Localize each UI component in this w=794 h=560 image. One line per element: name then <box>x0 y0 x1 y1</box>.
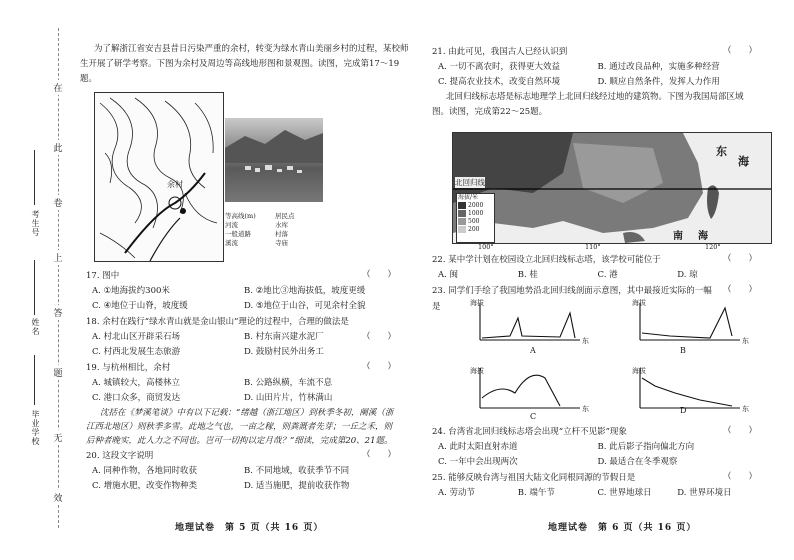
sea-label: 东 <box>716 145 727 158</box>
axis-label: 海拔 <box>632 367 646 375</box>
sea-label: 海 <box>698 231 708 242</box>
option: B. 此后影子指向偏北方向 <box>597 442 695 452</box>
axis-label: 东 <box>582 337 589 345</box>
question-stem: 17. 图中 <box>86 271 120 281</box>
sea-label: 海 <box>738 155 749 168</box>
question-stem: 21. 由此可见，我国古人已经认识到 <box>432 47 568 57</box>
option: C. 增施水肥，改变作物种类 <box>92 481 198 491</box>
legend-swatch <box>458 202 466 209</box>
question-stem: 24. 台湾省北回归线标志塔会出现“立杆不见影”现象 <box>432 427 627 437</box>
seal-char: 无 <box>52 430 64 445</box>
question-18 <box>86 314 396 360</box>
option: D. 世界环境日 <box>677 488 732 498</box>
left-page-footer: 地理试卷 第 5 页（共 16 页） <box>175 523 324 533</box>
question-19 <box>86 360 396 406</box>
legend-value: 2000 <box>468 202 484 209</box>
seal-char: 题 <box>52 365 64 380</box>
right-column <box>432 44 757 120</box>
longitude-label: 120° <box>705 243 721 251</box>
option: C. 港 <box>597 270 618 280</box>
blank-line <box>34 150 35 205</box>
question-17 <box>86 268 396 314</box>
axis-label: 海拔 <box>470 367 484 375</box>
option: B. 端午节 <box>517 488 555 498</box>
left-questions <box>86 268 396 494</box>
map-legend <box>225 212 325 262</box>
option: D. 适当施肥，提前收获作物 <box>244 481 350 491</box>
right-page-footer: 地理试卷 第 6 页（共 16 页） <box>548 523 697 533</box>
answer-paren: （ ） <box>361 450 396 460</box>
axis-label: 海拔 <box>470 299 484 307</box>
field-name: 姓名 <box>31 318 40 336</box>
sea-label: 南 <box>673 231 683 242</box>
option: A. ①地海拔约300米 <box>92 286 170 296</box>
legend-item: 等高线(m) <box>225 212 256 220</box>
binding-strip <box>0 0 62 560</box>
legend-swatch <box>458 210 466 217</box>
right-questions-b <box>432 424 757 501</box>
question-stem: 23. 同学们手绘了我国地势沿北回归线剖面示意图，其中最接近实际的一幅是 <box>432 286 712 312</box>
axis-label: 东 <box>742 405 749 413</box>
option: B. 村东南兴建水泥厂 <box>244 332 324 342</box>
intro-passage: 为了解浙江省安吉县昔日污染严重的余村，转变为绿水青山美丽乡村的过程，某校师生开展了研学考察。下图为余村及周边等高线地形图和景观图。读图，完成第17～19题。 <box>80 44 409 84</box>
question-stem: 22. 某中学计划在校园设立北回归线标志塔，该学校可能位于 <box>432 255 661 265</box>
question-stem: 20. 这段文字说明 <box>86 451 154 461</box>
option: D. 顺应自然条件，发挥人力作用 <box>597 77 720 87</box>
option: A. 城镇较大，高楼林立 <box>92 378 181 388</box>
graph-label-d: D <box>680 406 687 415</box>
answer-paren: （ ） <box>722 254 757 264</box>
option: D. 最适合在冬季观察 <box>597 457 678 467</box>
legend-value: 500 <box>468 218 480 225</box>
longitude-label: 110° <box>585 243 601 251</box>
legend-item: 居民点 <box>275 212 295 220</box>
seal-char: 此 <box>52 140 64 155</box>
left-column <box>80 42 410 87</box>
option: A. 劳动节 <box>438 488 476 498</box>
answer-paren: （ ） <box>722 285 757 295</box>
option: D. 山田片片，竹林满山 <box>244 393 333 403</box>
question-22 <box>432 252 757 283</box>
option: D. ⑤地位于山谷，可见余村全貌 <box>244 301 366 311</box>
option: C. 一年中会出现两次 <box>438 457 518 467</box>
seal-char: 答 <box>52 305 64 320</box>
village-label: 余村 <box>167 180 183 189</box>
legend-item: 村落 <box>275 230 288 238</box>
seal-char: 在 <box>52 80 64 95</box>
fold-line <box>58 28 59 528</box>
option: B. 公路纵横，车流不息 <box>244 378 333 388</box>
question-stem: 18. 余村在践行“绿水青山就是金山银山”理论的过程中，合理的做法是 <box>86 317 349 327</box>
option: C. 提高农业技术，改变自然环境 <box>438 77 561 87</box>
seal-char: 卷 <box>52 195 64 210</box>
legend-item: 河流 <box>225 221 238 229</box>
axis-label: 东 <box>582 405 589 413</box>
answer-paren: （ ） <box>722 46 757 56</box>
answer-paren: （ ） <box>722 426 757 436</box>
graph-label-a: A <box>530 346 536 355</box>
blank-line <box>34 260 35 315</box>
option: A. 同种作物，各地同时收获 <box>92 466 198 476</box>
option: B. 通过改良品种，实施多种经营 <box>597 62 720 72</box>
option: C. 港口众多，商贸发达 <box>92 393 181 403</box>
option: D. 琼 <box>677 270 698 280</box>
question-stem: 19. 与杭州相比，余村 <box>86 363 171 373</box>
seal-char: 上 <box>52 250 64 265</box>
legend-item: 寺庙 <box>275 239 288 247</box>
option: C. 世界地球日 <box>597 488 652 498</box>
region-map <box>452 132 772 244</box>
option: A. 一切不离农时，获得更大效益 <box>438 62 561 72</box>
option: A. 闽 <box>438 270 459 280</box>
legend-item: 一般道路 <box>225 230 251 238</box>
option: D. 鼓励村民外出务工 <box>244 347 324 357</box>
option: A. 此时太阳直射赤道 <box>438 442 518 452</box>
option: C. 村西北发展生态旅游 <box>92 347 181 357</box>
legend-value: 200 <box>468 226 480 233</box>
contour-map-svg <box>95 93 223 261</box>
option: B. ②地比③地海拔低，坡度更缓 <box>244 286 366 296</box>
axis-label: 海拔 <box>632 299 646 307</box>
graph-label-c: C <box>530 412 537 421</box>
question-20 <box>86 448 396 494</box>
passage-tropic: 北回归线标志塔是标志地理学上北回归线经过地的建筑物。下图为我国局部区域图。读图，完成第22～25题。 <box>432 92 744 117</box>
legend-title: 海拔/米 <box>458 194 479 201</box>
answer-paren: （ ） <box>361 332 396 342</box>
longitude-label: 100° <box>478 243 494 251</box>
question-stem: 25. 能够反映台湾与祖国大陆文化同根同源的节假日是 <box>432 473 636 483</box>
blank-line <box>34 355 35 405</box>
answer-paren: （ ） <box>361 362 396 372</box>
answer-paren: （ ） <box>722 472 757 482</box>
option: C. ④地位于山脊，坡度缓 <box>92 301 188 311</box>
contour-map <box>94 92 224 262</box>
graph-label-b: B <box>680 346 686 355</box>
field-school: 毕业学校 <box>31 410 40 446</box>
answer-paren: （ ） <box>361 270 396 280</box>
legend-item: 水库 <box>275 221 288 229</box>
question-24 <box>432 424 757 470</box>
legend-swatch <box>458 218 466 225</box>
elevation-legend <box>456 193 495 243</box>
option: B. 桂 <box>517 270 538 280</box>
legend-swatch <box>458 226 466 233</box>
axis-label: 东 <box>742 337 749 345</box>
field-exam-number: 考生号 <box>31 210 40 237</box>
legend-value: 1000 <box>468 210 484 217</box>
option: A. 村北山区开辟采石场 <box>92 332 181 342</box>
profile-graphs <box>470 298 770 423</box>
passage-shenkuo: 沈括在《梦溪笔谈》中有以下记载：“绪越（浙江地区）到秋季冬初，阑溪（浙江西北地区）则秋季多雪。此地之气也，一亩之稼，则粪溉者先芽；一丘之禾，则后种者晚实，此人力之不同也。岂可一切拘以定月哉？”细读，完成第20、21题。 <box>86 408 394 446</box>
seal-char: 效 <box>52 490 64 505</box>
tropic-label: 北回归线 <box>455 178 485 187</box>
option: B. 不同地域，收获季节不同 <box>244 466 350 476</box>
legend-item: 溪流 <box>225 239 238 247</box>
landscape-photo <box>225 118 323 202</box>
question-21 <box>432 44 757 90</box>
question-25 <box>432 470 757 501</box>
